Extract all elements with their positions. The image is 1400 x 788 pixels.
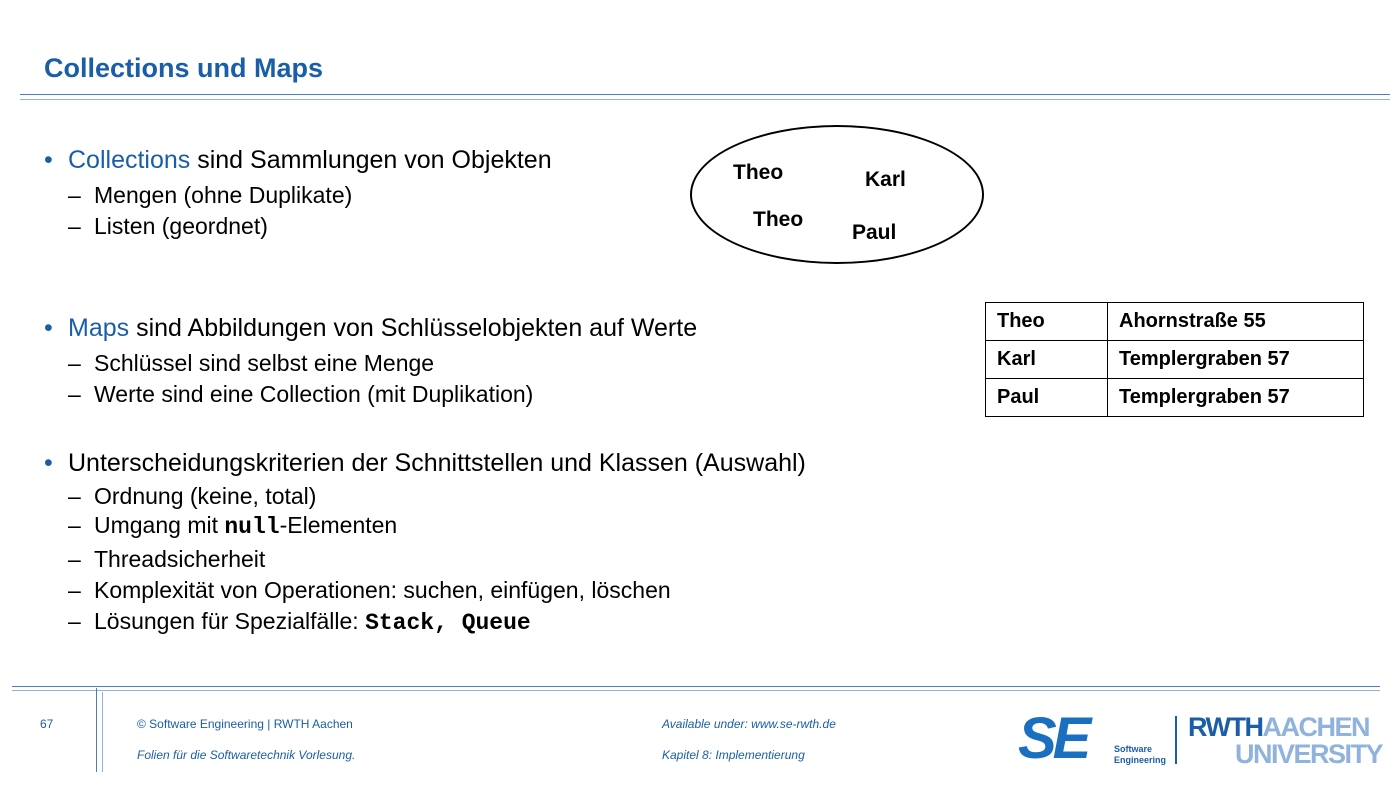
sub-item-text: Mengen (ohne Duplikate) xyxy=(94,182,353,208)
title-rule xyxy=(20,94,1390,95)
bullet-text: sind Sammlungen von Objekten xyxy=(190,146,552,174)
dash-icon: – xyxy=(68,512,81,538)
bullet-text: Unterscheidungskriterien der Schnittstellen und Klassen (Auswahl) xyxy=(68,449,806,477)
sub-item-text: Listen (geordnet) xyxy=(94,213,268,239)
footer-course: Folien für die Softwaretechnik Vorlesung. xyxy=(137,748,356,762)
dash-icon: – xyxy=(68,577,81,603)
footer-chapter: Kapitel 8: Implementierung xyxy=(662,748,805,762)
bullet-dot: • xyxy=(44,146,53,174)
footer-divider-light xyxy=(102,692,103,772)
bullet-dot: • xyxy=(44,449,53,477)
table-cell-value: Templergraben 57 xyxy=(1108,379,1364,417)
bullet-text: sind Abbildungen von Schlüsselobjekten auf Werte xyxy=(129,314,698,342)
se-logo-text-line: Software xyxy=(1114,744,1153,754)
bullet-collections xyxy=(44,146,552,175)
logo-separator xyxy=(1175,716,1177,764)
footer-divider xyxy=(96,688,97,772)
collection-ellipse xyxy=(690,125,984,264)
sub-item xyxy=(68,483,316,510)
sub-item-text: -Elementen xyxy=(279,512,398,538)
se-logo-text xyxy=(1114,744,1166,766)
bullet-criteria xyxy=(44,449,806,478)
sub-item xyxy=(68,182,352,209)
code-stack-queue: Stack, Queue xyxy=(365,610,531,636)
sub-item xyxy=(68,512,397,540)
footer-available: Available under: www.se-rwth.de xyxy=(662,717,836,731)
sub-item-text: Schlüssel sind selbst eine Menge xyxy=(94,350,435,376)
footer-copyright: © Software Engineering | RWTH Aachen xyxy=(137,717,353,731)
map-table xyxy=(985,302,1364,417)
code-null: null xyxy=(224,514,280,540)
rwth-logo-bold: RWTH xyxy=(1188,712,1263,742)
sub-item xyxy=(68,577,671,604)
dash-icon: – xyxy=(68,381,81,407)
sub-item-text: Komplexität von Operationen: suchen, einfügen, löschen xyxy=(94,577,671,603)
footer-rule-light xyxy=(12,690,1380,691)
sub-item xyxy=(68,213,268,240)
dash-icon: – xyxy=(68,483,81,509)
table-cell-key: Karl xyxy=(986,341,1108,379)
sub-item-text: Werte sind eine Collection (mit Duplikation) xyxy=(94,381,534,407)
se-logo-text-line: Engineering xyxy=(1114,755,1167,765)
page-number: 67 xyxy=(40,717,54,731)
footer-rule xyxy=(12,686,1380,687)
collection-element: Karl xyxy=(865,168,906,191)
dash-icon: – xyxy=(68,213,81,239)
dash-icon: – xyxy=(68,182,81,208)
table-cell-key: Paul xyxy=(986,379,1108,417)
sub-item xyxy=(68,350,434,377)
sub-item xyxy=(68,546,265,573)
table-row xyxy=(986,341,1364,379)
sub-item-text: Umgang mit xyxy=(94,512,225,538)
bullet-highlight: Collections xyxy=(68,146,191,174)
table-row xyxy=(986,303,1364,341)
bullet-dot: • xyxy=(44,314,53,342)
sub-item-text: Lösungen für Spezialfälle: xyxy=(94,608,366,634)
sub-item-text: Ordnung (keine, total) xyxy=(94,483,317,509)
dash-icon: – xyxy=(68,546,81,572)
bullet-maps xyxy=(44,314,697,343)
table-cell-value: Templergraben 57 xyxy=(1108,341,1364,379)
dash-icon: – xyxy=(68,608,81,634)
sub-item xyxy=(68,608,531,636)
dash-icon: – xyxy=(68,350,81,376)
sub-item-text: Threadsicherheit xyxy=(94,546,266,572)
slide-title: Collections und Maps xyxy=(44,53,324,83)
sub-item xyxy=(68,381,533,408)
table-cell-key: Theo xyxy=(986,303,1108,341)
rwth-logo-university: UNIVERSITY xyxy=(1235,739,1383,769)
table-row xyxy=(986,379,1364,417)
title-rule-light xyxy=(20,99,1390,100)
collection-element: Paul xyxy=(852,221,897,244)
collection-element: Theo xyxy=(733,161,784,184)
collection-element: Theo xyxy=(753,208,804,231)
rwth-logo-light: AACHEN xyxy=(1262,712,1370,742)
table-cell-value: Ahornstraße 55 xyxy=(1108,303,1364,341)
bullet-highlight: Maps xyxy=(68,314,130,342)
se-logo: SE xyxy=(1018,706,1088,771)
rwth-logo xyxy=(1188,712,1369,742)
